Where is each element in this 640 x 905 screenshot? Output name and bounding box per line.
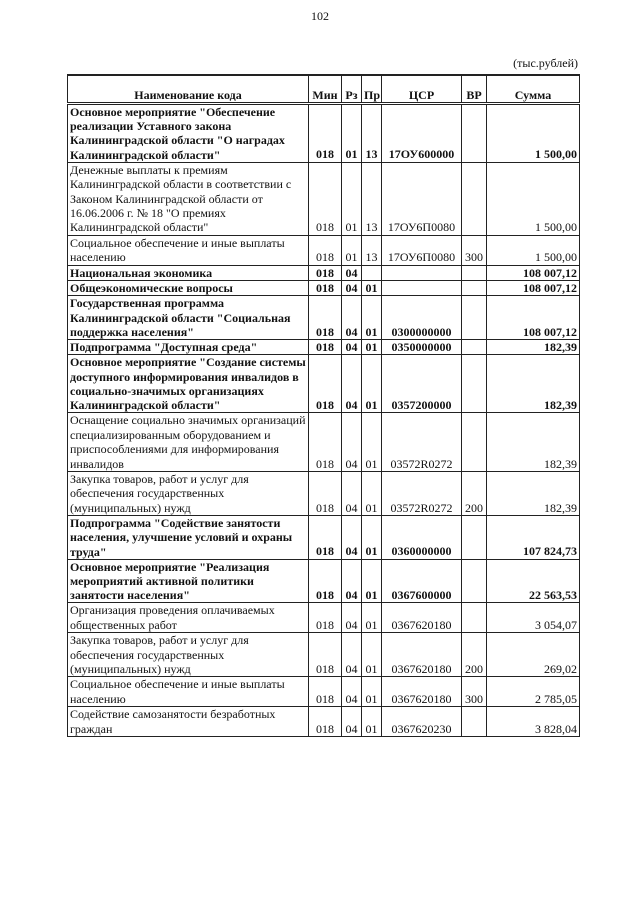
cell-vr bbox=[462, 296, 487, 340]
cell-rz: 04 bbox=[342, 707, 362, 737]
cell-min: 018 bbox=[309, 340, 342, 355]
cell-name: Подпрограмма "Доступная среда" bbox=[68, 340, 309, 355]
cell-csr: 0367620180 bbox=[382, 633, 462, 677]
table-row bbox=[68, 707, 580, 737]
cell-csr: 0300000000 bbox=[382, 296, 462, 340]
cell-sum: 269,02 bbox=[487, 633, 580, 677]
cell-name: Оснащение социально значимых организаций специализированным оборудованием и приспособлениями для информирования инвалидов bbox=[68, 413, 309, 472]
cell-vr: 200 bbox=[462, 471, 487, 515]
cell-pr bbox=[362, 265, 382, 280]
cell-pr: 13 bbox=[362, 104, 382, 163]
cell-pr: 01 bbox=[362, 516, 382, 560]
cell-rz: 04 bbox=[342, 677, 362, 707]
cell-sum: 22 563,53 bbox=[487, 559, 580, 603]
cell-pr: 01 bbox=[362, 707, 382, 737]
cell-pr: 01 bbox=[362, 603, 382, 633]
cell-vr bbox=[462, 265, 487, 280]
table-header-row bbox=[68, 75, 580, 104]
table-row bbox=[68, 355, 580, 413]
cell-min: 018 bbox=[309, 559, 342, 603]
table-row bbox=[68, 413, 580, 472]
cell-vr: 300 bbox=[462, 677, 487, 707]
table-row bbox=[68, 677, 580, 707]
cell-vr bbox=[462, 603, 487, 633]
table-row bbox=[68, 265, 580, 280]
cell-vr bbox=[462, 355, 487, 413]
cell-name: Подпрограмма "Содействие занятости населения, улучшение условий и охраны труда" bbox=[68, 516, 309, 560]
cell-sum: 182,39 bbox=[487, 471, 580, 515]
cell-min: 018 bbox=[309, 633, 342, 677]
column-header-min: Мин bbox=[309, 75, 342, 104]
table-row bbox=[68, 559, 580, 603]
cell-csr: 0360000000 bbox=[382, 516, 462, 560]
cell-csr: 0367620230 bbox=[382, 707, 462, 737]
cell-pr: 13 bbox=[362, 235, 382, 265]
cell-min: 018 bbox=[309, 355, 342, 413]
cell-min: 018 bbox=[309, 603, 342, 633]
cell-vr bbox=[462, 707, 487, 737]
cell-name: Социальное обеспечение и иные выплаты населению bbox=[68, 677, 309, 707]
cell-min: 018 bbox=[309, 677, 342, 707]
column-header-rz: Рз bbox=[342, 75, 362, 104]
cell-rz: 01 bbox=[342, 162, 362, 235]
table-row bbox=[68, 281, 580, 296]
cell-rz: 01 bbox=[342, 235, 362, 265]
page-number: 102 bbox=[311, 9, 329, 23]
cell-csr: 03572R0272 bbox=[382, 413, 462, 472]
cell-rz: 04 bbox=[342, 516, 362, 560]
cell-csr: 17ОУ600000 bbox=[382, 104, 462, 163]
cell-rz: 04 bbox=[342, 355, 362, 413]
cell-name: Организация проведения оплачиваемых общественных работ bbox=[68, 603, 309, 633]
cell-sum: 107 824,73 bbox=[487, 516, 580, 560]
cell-sum: 182,39 bbox=[487, 355, 580, 413]
cell-min: 018 bbox=[309, 471, 342, 515]
cell-sum: 108 007,12 bbox=[487, 265, 580, 280]
column-header-sum: Сумма bbox=[487, 75, 580, 104]
cell-csr: 0367600000 bbox=[382, 559, 462, 603]
cell-pr: 01 bbox=[362, 355, 382, 413]
table-row bbox=[68, 296, 580, 340]
cell-csr: 17ОУ6П0080 bbox=[382, 162, 462, 235]
cell-rz: 04 bbox=[342, 559, 362, 603]
cell-rz: 04 bbox=[342, 413, 362, 472]
cell-name: Содействие самозанятости безработных граждан bbox=[68, 707, 309, 737]
table-row bbox=[68, 104, 580, 163]
cell-pr: 01 bbox=[362, 413, 382, 472]
cell-min: 018 bbox=[309, 235, 342, 265]
cell-vr: 200 bbox=[462, 633, 487, 677]
column-header-pr: Пр bbox=[362, 75, 382, 104]
cell-vr bbox=[462, 559, 487, 603]
table-row bbox=[68, 516, 580, 560]
cell-name: Денежные выплаты к премиям Калининградской области в соответствии с Законом Калининградской области от 16.06.2006 г. № 18 "О премиях Калининградской области" bbox=[68, 162, 309, 235]
cell-pr: 01 bbox=[362, 340, 382, 355]
cell-pr: 01 bbox=[362, 471, 382, 515]
cell-csr: 0367620180 bbox=[382, 603, 462, 633]
cell-sum: 108 007,12 bbox=[487, 296, 580, 340]
cell-name: Общеэкономические вопросы bbox=[68, 281, 309, 296]
cell-vr bbox=[462, 281, 487, 296]
cell-name: Основное мероприятие "Обеспечение реализации Уставного закона Калининградской области "О наградах Калининградской области" bbox=[68, 104, 309, 163]
cell-name: Национальная экономика bbox=[68, 265, 309, 280]
cell-sum: 182,39 bbox=[487, 340, 580, 355]
cell-name: Государственная программа Калининградской области "Социальная поддержка населения" bbox=[68, 296, 309, 340]
cell-sum: 1 500,00 bbox=[487, 162, 580, 235]
cell-sum: 2 785,05 bbox=[487, 677, 580, 707]
cell-min: 018 bbox=[309, 265, 342, 280]
cell-min: 018 bbox=[309, 516, 342, 560]
column-header-vr: ВР bbox=[462, 75, 487, 104]
cell-min: 018 bbox=[309, 162, 342, 235]
table-row bbox=[68, 471, 580, 515]
cell-sum: 108 007,12 bbox=[487, 281, 580, 296]
cell-pr: 13 bbox=[362, 162, 382, 235]
cell-rz: 04 bbox=[342, 603, 362, 633]
cell-min: 018 bbox=[309, 104, 342, 163]
cell-rz: 04 bbox=[342, 340, 362, 355]
cell-name: Основное мероприятие "Создание системы доступного информирования инвалидов в социально-значимых организациях Калининградской области" bbox=[68, 355, 309, 413]
cell-csr bbox=[382, 265, 462, 280]
table-body bbox=[68, 104, 580, 737]
cell-csr: 0367620180 bbox=[382, 677, 462, 707]
cell-vr bbox=[462, 516, 487, 560]
cell-csr: 17ОУ6П0080 bbox=[382, 235, 462, 265]
cell-rz: 04 bbox=[342, 633, 362, 677]
cell-pr: 01 bbox=[362, 281, 382, 296]
cell-vr bbox=[462, 413, 487, 472]
budget-table bbox=[67, 74, 580, 737]
table-row bbox=[68, 162, 580, 235]
column-header-name: Наименование кода bbox=[68, 75, 309, 104]
cell-sum: 1 500,00 bbox=[487, 104, 580, 163]
cell-rz: 04 bbox=[342, 471, 362, 515]
cell-sum: 182,39 bbox=[487, 413, 580, 472]
cell-sum: 3 828,04 bbox=[487, 707, 580, 737]
cell-min: 018 bbox=[309, 281, 342, 296]
cell-vr bbox=[462, 104, 487, 163]
cell-pr: 01 bbox=[362, 296, 382, 340]
cell-csr: 0357200000 bbox=[382, 355, 462, 413]
cell-sum: 3 054,07 bbox=[487, 603, 580, 633]
cell-csr bbox=[382, 281, 462, 296]
cell-name: Закупка товаров, работ и услуг для обеспечения государственных (муниципальных) нужд bbox=[68, 633, 309, 677]
cell-pr: 01 bbox=[362, 633, 382, 677]
cell-vr bbox=[462, 340, 487, 355]
cell-pr: 01 bbox=[362, 559, 382, 603]
cell-rz: 04 bbox=[342, 281, 362, 296]
cell-min: 018 bbox=[309, 413, 342, 472]
table-row bbox=[68, 235, 580, 265]
cell-min: 018 bbox=[309, 296, 342, 340]
cell-vr: 300 bbox=[462, 235, 487, 265]
cell-rz: 01 bbox=[342, 104, 362, 163]
table-row bbox=[68, 340, 580, 355]
cell-name: Социальное обеспечение и иные выплаты населению bbox=[68, 235, 309, 265]
cell-csr: 03572R0272 bbox=[382, 471, 462, 515]
cell-rz: 04 bbox=[342, 296, 362, 340]
table-row bbox=[68, 603, 580, 633]
cell-rz: 04 bbox=[342, 265, 362, 280]
column-header-csr: ЦСР bbox=[382, 75, 462, 104]
cell-name: Основное мероприятие "Реализация мероприятий активной политики занятости населения" bbox=[68, 559, 309, 603]
cell-name: Закупка товаров, работ и услуг для обеспечения государственных (муниципальных) нужд bbox=[68, 471, 309, 515]
cell-min: 018 bbox=[309, 707, 342, 737]
table-row bbox=[68, 633, 580, 677]
cell-csr: 0350000000 bbox=[382, 340, 462, 355]
cell-sum: 1 500,00 bbox=[487, 235, 580, 265]
cell-vr bbox=[462, 162, 487, 235]
cell-pr: 01 bbox=[362, 677, 382, 707]
units-label: (тыс.рублей) bbox=[513, 56, 578, 70]
